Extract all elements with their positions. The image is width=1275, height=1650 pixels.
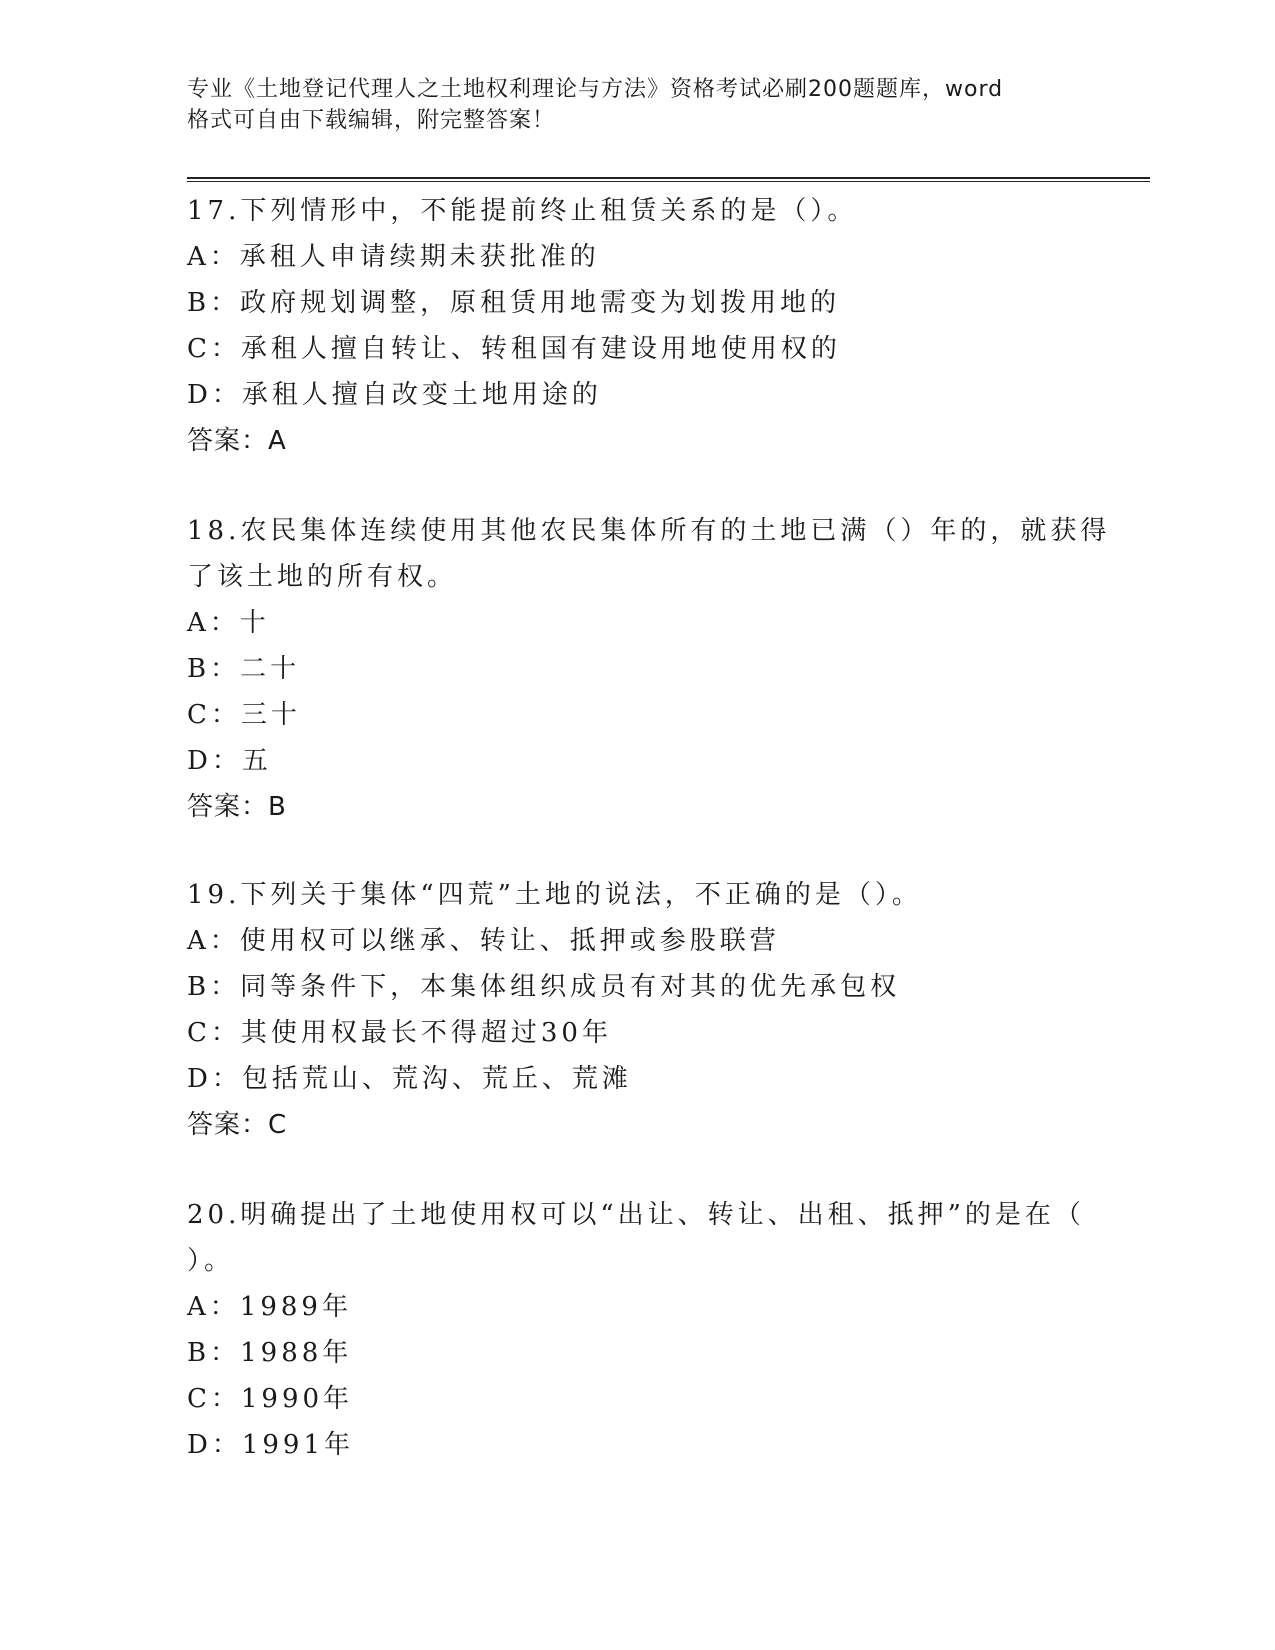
header-divider-thick	[187, 177, 1150, 179]
option-d: D：包括荒山、荒沟、荒丘、荒滩	[187, 1064, 632, 1094]
document-header	[187, 74, 1087, 136]
question-stem: 17.下列情形中，不能提前终止租赁关系的是（）。	[187, 196, 858, 226]
option-a: A：1989年	[187, 1292, 352, 1322]
option-d: D：承租人擅自改变土地用途的	[187, 380, 602, 410]
question-stem-line-1: 20.明确提出了土地使用权可以“出让、转让、出租、抵押”的是在（	[187, 1200, 1085, 1230]
option-a: A：十	[187, 608, 270, 638]
option-c: C：1990年	[187, 1384, 354, 1414]
header-line-2: 格式可自由下载编辑，附完整答案！	[187, 108, 556, 133]
question-stem-line-2: ）。	[187, 1246, 235, 1276]
option-b: B：1988年	[187, 1338, 353, 1368]
option-d: D：五	[187, 746, 272, 776]
option-c: C：承租人擅自转让、转租国有建设用地使用权的	[187, 334, 841, 364]
header-divider-thin	[187, 181, 1150, 182]
option-c: C：其使用权最长不得超过30年	[187, 1018, 612, 1048]
option-b: B：政府规划调整，原租赁用地需变为划拨用地的	[187, 288, 841, 318]
option-c: C：三十	[187, 700, 301, 730]
question-18	[187, 508, 1111, 830]
option-b: B：二十	[187, 654, 301, 684]
answer-label: 答案：A	[187, 426, 287, 456]
question-stem-line-1: 18.农民集体连续使用其他农民集体所有的土地已满（）年的，就获得	[187, 516, 1111, 546]
option-b: B：同等条件下，本集体组织成员有对其的优先承包权	[187, 972, 901, 1002]
option-d: D：1991年	[187, 1430, 355, 1460]
answer-label: 答案：B	[187, 792, 287, 822]
question-stem-line-2: 了该土地的所有权。	[187, 562, 458, 592]
answer-label: 答案：C	[187, 1110, 288, 1140]
header-line-1: 专业《土地登记代理人之土地权利理论与方法》资格考试必刷200题题库，word	[187, 77, 1004, 102]
question-19	[187, 872, 1087, 1148]
question-20	[187, 1192, 1087, 1468]
option-a: A：承租人申请续期未获批准的	[187, 242, 600, 272]
question-17	[187, 188, 1087, 464]
option-a: A：使用权可以继承、转让、抵押或参股联营	[187, 926, 780, 956]
question-stem: 19.下列关于集体“四荒”土地的说法，不正确的是（）。	[187, 880, 922, 910]
